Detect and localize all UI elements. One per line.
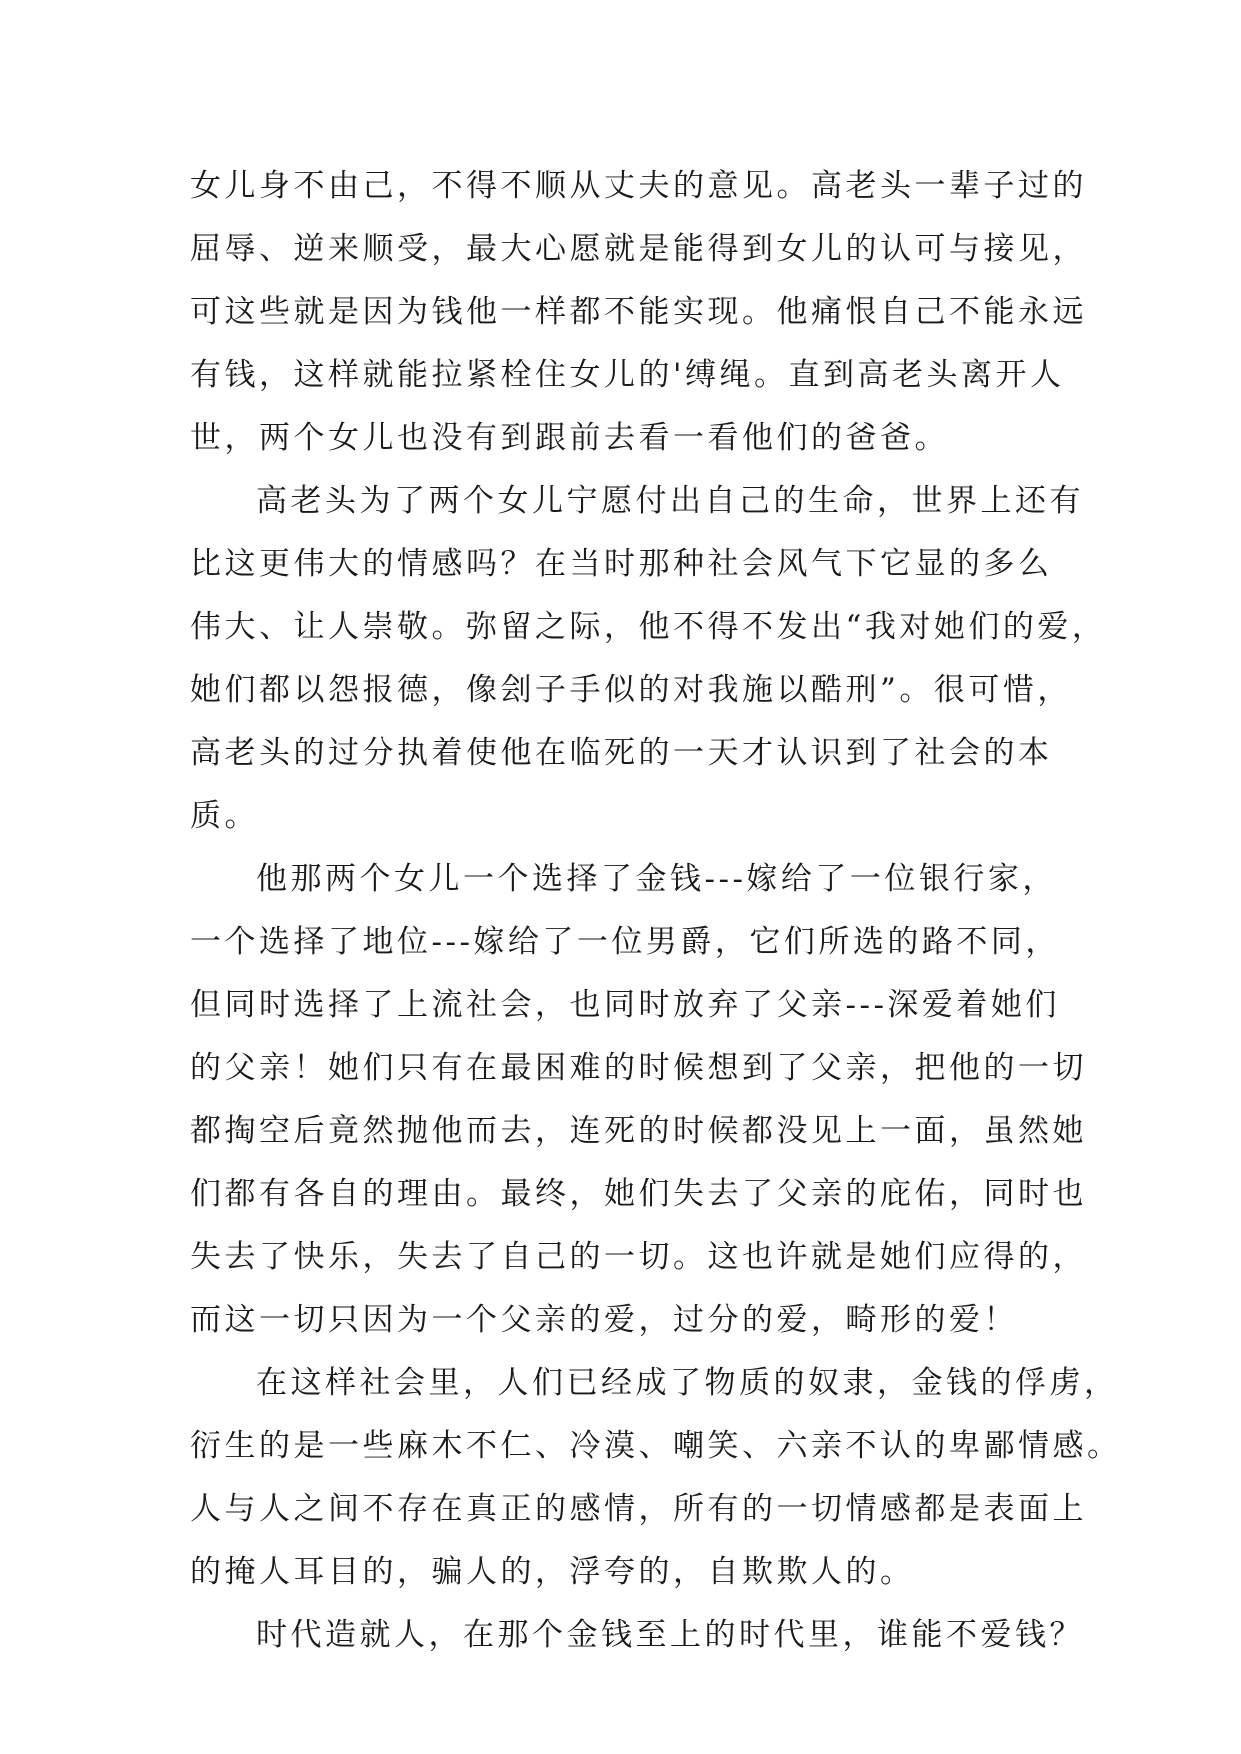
body-text <box>190 155 1122 1667</box>
text-line: 人与人之间不存在真正的感情，所有的一切情感都是表面上 <box>190 1491 1087 1527</box>
text-line: 可这些就是因为钱他一样都不能实现。他痛恨自己不能永远 <box>190 294 1087 330</box>
text-line: 有钱，这样就能拉紧栓住女儿的'缚绳。直到高老头离开人 <box>190 357 1065 393</box>
paragraph-start-line: 高老头为了两个女儿宁愿付出自己的生命，世界上还有 <box>256 483 1084 519</box>
text-line: 伟大、让人崇敬。弥留之际，他不得不发出“我对她们的爱， <box>190 609 1107 645</box>
text-line: 质。 <box>190 798 259 834</box>
text-line: 高老头的过分执着使他在临死的一天才认识到了社会的本 <box>190 735 1053 771</box>
paragraph-start-line: 在这样社会里，人们已经成了物质的奴隶，金钱的俘虏， <box>256 1365 1119 1401</box>
text-line: 的父亲！她们只有在最困难的时候想到了父亲，把他的一切 <box>190 1050 1087 1086</box>
text-line: 但同时选择了上流社会，也同时放弃了父亲---深爱着她们 <box>190 987 1060 1023</box>
text-line: 世，两个女儿也没有到跟前去看一看他们的爸爸。 <box>190 420 949 456</box>
text-line: 们都有各自的理由。最终，她们失去了父亲的庇佑，同时也 <box>190 1176 1087 1212</box>
text-line: 而这一切只因为一个父亲的爱，过分的爱，畸形的爱！ <box>190 1302 1018 1338</box>
text-line: 都掏空后竟然抛他而去，连死的时候都没见上一面，虽然她 <box>190 1113 1087 1149</box>
text-line: 她们都以怨报德，像刽子手似的对我施以酷刑”。很可惜， <box>190 672 1072 708</box>
paragraph-start-line: 时代造就人，在那个金钱至上的时代里，谁能不爱钱？ <box>256 1617 1084 1653</box>
text-line: 的掩人耳目的，骗人的，浮夸的，自欺欺人的。 <box>190 1554 915 1590</box>
text-line: 失去了快乐，失去了自己的一切。这也许就是她们应得的， <box>190 1239 1087 1275</box>
paragraph-start-line: 他那两个女儿一个选择了金钱---嫁给了一位银行家， <box>256 861 1057 897</box>
text-line: 女儿身不由己，不得不顺从丈夫的意见。高老头一辈子过的 <box>190 168 1087 204</box>
text-line: 一个选择了地位---嫁给了一位男爵，它们所选的路不同， <box>190 924 1060 960</box>
text-line: 衍生的是一些麻木不仁、冷漠、嘲笑、六亲不认的卑鄙情感。 <box>190 1428 1122 1464</box>
text-line: 比这更伟大的情感吗？在当时那种社会风气下它显的多么 <box>190 546 1053 582</box>
text-line: 屈辱、逆来顺受，最大心愿就是能得到女儿的认可与接见， <box>190 231 1087 267</box>
